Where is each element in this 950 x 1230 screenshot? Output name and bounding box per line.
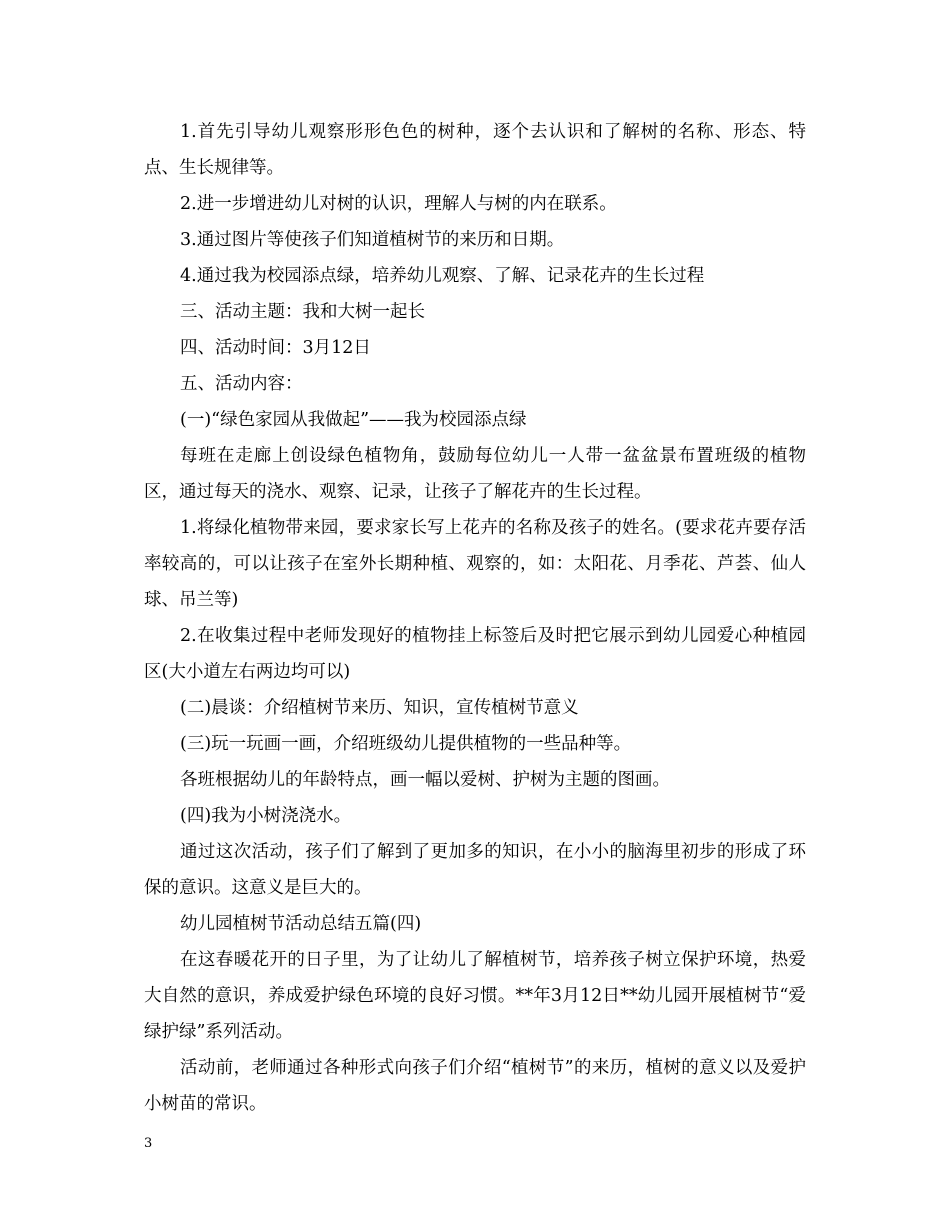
paragraph: 各班根据幼儿的年龄特点，画一幅以爱树、护树为主题的图画。 [180,770,670,790]
paragraph: 3.通过图片等使孩子们知道植树节的来历和日期。 [180,230,565,250]
paragraph: 在这春暖花开的日子里，为了让幼儿了解植树节，培养孩子树立保护环境，热爱大自然的意识，养成爱护绿色环境的良好习惯。**年3月12日**幼儿园开展植树节“爱绿护绿”系列活动。 [144,950,806,1042]
section-heading: 四、活动时间：3月12日 [180,338,371,358]
paragraph: 1.将绿化植物带来园，要求家长写上花卉的名称及孩子的姓名。(要求花卉要存活率较高的，可以让孩子在室外长期种植、观察的，如：太阳花、月季花、芦荟、仙人球、吊兰等) [144,518,806,610]
article-title: 幼儿园植树节活动总结五篇(四) [180,914,422,934]
paragraph: 活动前，老师通过各种形式向孩子们介绍“植树节”的来历，植树的意义以及爱护小树苗的常识。 [144,1058,806,1114]
paragraph: 每班在走廊上创设绿色植物角，鼓励每位幼儿一人带一盆盆景布置班级的植物区，通过每天的浇水、观察、记录，让孩子了解花卉的生长过程。 [144,446,806,502]
section-heading: 三、活动主题：我和大树一起长 [180,302,425,322]
section-heading: 五、活动内容： [180,374,303,394]
subsection-heading: (二)晨谈：介绍植树节来历、知识，宣传植树节意义 [180,698,579,718]
paragraph: 通过这次活动，孩子们了解到了更加多的知识，在小小的脑海里初步的形成了环保的意识。这意义是巨大的。 [144,842,806,898]
document-body [144,114,806,1122]
subsection-heading: (三)玩一玩画一画，介绍班级幼儿提供植物的一些品种等。 [180,734,632,754]
page-number: 3 [144,1136,153,1151]
paragraph: 2.进一步增进幼儿对树的认识，理解人与树的内在联系。 [180,194,617,214]
paragraph: 4.通过我为校园添点绿，培养幼儿观察、了解、记录花卉的生长过程 [180,266,705,286]
subsection-heading: (四)我为小树浇浇水。 [180,806,352,826]
paragraph: 2.在收集过程中老师发现好的植物挂上标签后及时把它展示到幼儿园爱心种植园区(大小道左右两边均可以) [144,626,806,682]
paragraph: 1.首先引导幼儿观察形形色色的树种，逐个去认识和了解树的名称、形态、特点、生长规律等。 [144,122,806,178]
subsection-heading: (一)“绿色家园从我做起”——我为校园添点绿 [180,410,527,430]
